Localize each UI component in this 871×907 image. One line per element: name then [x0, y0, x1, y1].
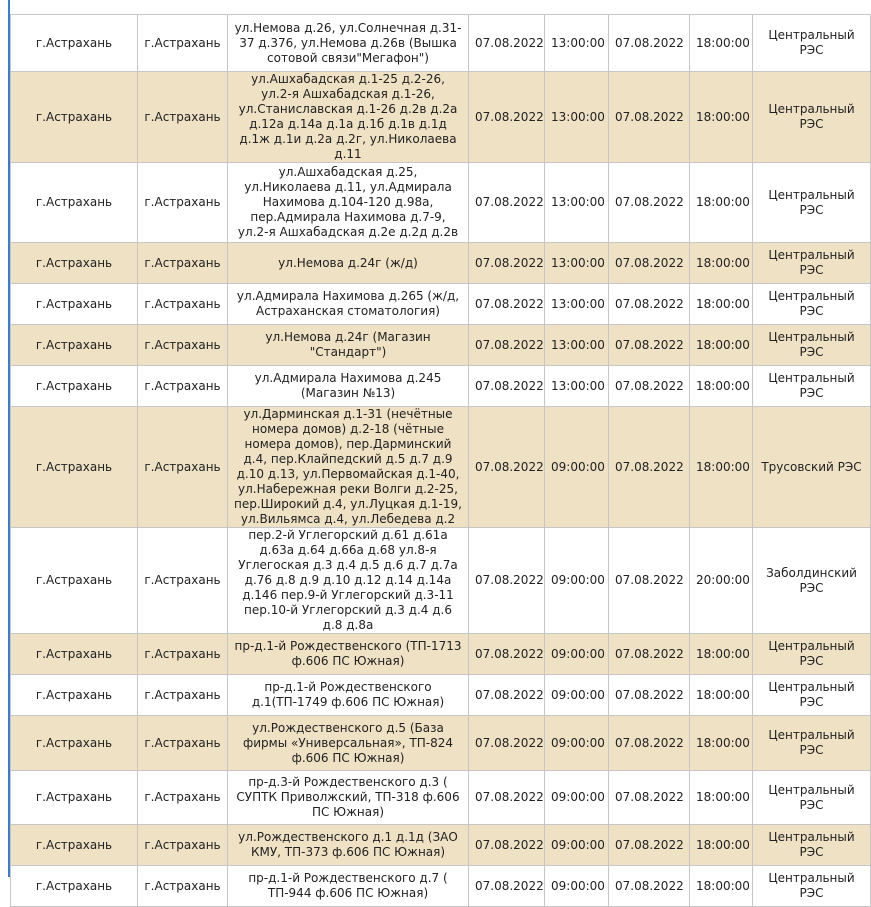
locality-cell: г.Астрахань: [138, 716, 228, 771]
start-date-cell: 07.08.2022: [469, 634, 545, 675]
table-row: [11, 825, 871, 866]
locality-cell: г.Астрахань: [138, 366, 228, 407]
end-time-cell: 18:00:00: [690, 72, 753, 163]
end-time-cell: 18:00:00: [690, 866, 753, 907]
start-time-cell: 13:00:00: [545, 72, 609, 163]
start-date-cell: 07.08.2022: [469, 366, 545, 407]
start-date-cell: 07.08.2022: [469, 866, 545, 907]
end-date-cell: 07.08.2022: [609, 675, 690, 716]
start-date-cell: 07.08.2022: [469, 716, 545, 771]
locality-cell: г.Астрахань: [138, 15, 228, 72]
address-cell: ул.Немова д.24г (ж/д): [228, 243, 469, 284]
address-cell: пер.2-й Углегорский д.61 д.61а д.63а д.64 д.66а д.68 ул.8-я Углегоская д.3 д.4 д.5 д.6 д.7 д.7а д.76 д.8 д.9 д.10 д.12 д.14 д.14а д.146 пер.9-й Углегорский д.3-11 пер.10-й Углегорский д.3 д.4 д.6 д.8 д.8а: [228, 528, 469, 634]
table-row: [11, 771, 871, 825]
res-cell: Центральный РЭС: [753, 163, 871, 243]
start-time-cell: 13:00:00: [545, 325, 609, 366]
start-date-cell: 07.08.2022: [469, 675, 545, 716]
table-row: [11, 675, 871, 716]
start-date-cell: 07.08.2022: [469, 407, 545, 528]
table-row: [11, 866, 871, 907]
end-date-cell: 07.08.2022: [609, 716, 690, 771]
city-cell: г.Астрахань: [11, 675, 138, 716]
end-time-cell: 18:00:00: [690, 825, 753, 866]
city-cell: г.Астрахань: [11, 366, 138, 407]
end-date-cell: 07.08.2022: [609, 866, 690, 907]
table-row: [11, 528, 871, 634]
outage-schedule-container: [8, 0, 862, 900]
table-row: [11, 325, 871, 366]
start-time-cell: 13:00:00: [545, 284, 609, 325]
locality-cell: г.Астрахань: [138, 825, 228, 866]
end-date-cell: 07.08.2022: [609, 634, 690, 675]
start-date-cell: 07.08.2022: [469, 825, 545, 866]
end-time-cell: 18:00:00: [690, 675, 753, 716]
res-cell: Центральный РЭС: [753, 366, 871, 407]
city-cell: г.Астрахань: [11, 866, 138, 907]
end-time-cell: 18:00:00: [690, 15, 753, 72]
address-cell: ул.Дарминская д.1-31 (нечётные номера домов) д.2-18 (чётные номера домов), пер.Дарминский д.4, пер.Клайпедский д.5 д.7 д.9 д.10 д.13, ул.Первомайская д.1-40, ул.Набережная реки Волги д.2-25, пер.Широкий д.4, ул.Луцкая д.1-19, ул.Вильямса д.4, ул.Лебедева д.2: [228, 407, 469, 528]
table-row: [11, 15, 871, 72]
address-cell: ул.Немова д.24г (Магазин "Стандарт"): [228, 325, 469, 366]
start-time-cell: 13:00:00: [545, 163, 609, 243]
res-cell: Центральный РЭС: [753, 825, 871, 866]
end-date-cell: 07.08.2022: [609, 366, 690, 407]
table-row: [11, 366, 871, 407]
locality-cell: г.Астрахань: [138, 634, 228, 675]
end-time-cell: 18:00:00: [690, 243, 753, 284]
res-cell: Центральный РЭС: [753, 675, 871, 716]
locality-cell: г.Астрахань: [138, 675, 228, 716]
start-time-cell: 13:00:00: [545, 243, 609, 284]
start-time-cell: 09:00:00: [545, 634, 609, 675]
address-cell: пр-д.1-й Рождественского д.1(ТП-1749 ф.606 ПС Южная): [228, 675, 469, 716]
city-cell: г.Астрахань: [11, 284, 138, 325]
end-date-cell: 07.08.2022: [609, 825, 690, 866]
start-date-cell: 07.08.2022: [469, 72, 545, 163]
res-cell: Центральный РЭС: [753, 771, 871, 825]
start-date-cell: 07.08.2022: [469, 325, 545, 366]
table-row: [11, 634, 871, 675]
end-date-cell: 07.08.2022: [609, 771, 690, 825]
end-time-cell: 18:00:00: [690, 716, 753, 771]
res-cell: Центральный РЭС: [753, 72, 871, 163]
end-time-cell: 18:00:00: [690, 284, 753, 325]
res-cell: Центральный РЭС: [753, 634, 871, 675]
start-time-cell: 09:00:00: [545, 407, 609, 528]
res-cell: Центральный РЭС: [753, 325, 871, 366]
city-cell: г.Астрахань: [11, 771, 138, 825]
end-time-cell: 18:00:00: [690, 634, 753, 675]
start-time-cell: 13:00:00: [545, 366, 609, 407]
locality-cell: г.Астрахань: [138, 771, 228, 825]
table-row: [11, 72, 871, 163]
end-date-cell: 07.08.2022: [609, 407, 690, 528]
start-date-cell: 07.08.2022: [469, 528, 545, 634]
start-time-cell: 09:00:00: [545, 866, 609, 907]
address-cell: ул.Немова д.26, ул.Солнечная д.31-37 д.376, ул.Немова д.26в (Вышка сотовой связи"Мегафон"): [228, 15, 469, 72]
outage-schedule-body: [11, 15, 871, 907]
start-time-cell: 09:00:00: [545, 716, 609, 771]
end-time-cell: 18:00:00: [690, 325, 753, 366]
end-time-cell: 18:00:00: [690, 366, 753, 407]
end-time-cell: 20:00:00: [690, 528, 753, 634]
start-time-cell: 09:00:00: [545, 771, 609, 825]
address-cell: ул.Рождественского д.5 (База фирмы «Универсальная», ТП-824 ф.606 ПС Южная): [228, 716, 469, 771]
res-cell: Центральный РЭС: [753, 716, 871, 771]
end-time-cell: 18:00:00: [690, 771, 753, 825]
res-cell: Трусовский РЭС: [753, 407, 871, 528]
end-date-cell: 07.08.2022: [609, 243, 690, 284]
city-cell: г.Астрахань: [11, 825, 138, 866]
start-date-cell: 07.08.2022: [469, 163, 545, 243]
city-cell: г.Астрахань: [11, 407, 138, 528]
city-cell: г.Астрахань: [11, 325, 138, 366]
end-time-cell: 18:00:00: [690, 163, 753, 243]
address-cell: ул.Адмирала Нахимова д.245 (Магазин №13): [228, 366, 469, 407]
locality-cell: г.Астрахань: [138, 163, 228, 243]
locality-cell: г.Астрахань: [138, 243, 228, 284]
locality-cell: г.Астрахань: [138, 325, 228, 366]
table-row: [11, 716, 871, 771]
address-cell: пр-д.1-й Рождественского (ТП-1713 ф.606 ПС Южная): [228, 634, 469, 675]
table-row: [11, 407, 871, 528]
start-date-cell: 07.08.2022: [469, 771, 545, 825]
address-cell: ул.Адмирала Нахимова д.265 (ж/д, Астраханская стоматология): [228, 284, 469, 325]
start-time-cell: 13:00:00: [545, 15, 609, 72]
res-cell: Центральный РЭС: [753, 243, 871, 284]
city-cell: г.Астрахань: [11, 716, 138, 771]
start-date-cell: 07.08.2022: [469, 284, 545, 325]
city-cell: г.Астрахань: [11, 243, 138, 284]
table-row: [11, 163, 871, 243]
address-cell: ул.Рождественского д.1 д.1д (ЗАО КМУ, ТП-373 ф.606 ПС Южная): [228, 825, 469, 866]
start-date-cell: 07.08.2022: [469, 15, 545, 72]
start-time-cell: 09:00:00: [545, 825, 609, 866]
end-date-cell: 07.08.2022: [609, 15, 690, 72]
end-time-cell: 18:00:00: [690, 407, 753, 528]
end-date-cell: 07.08.2022: [609, 163, 690, 243]
table-row: [11, 284, 871, 325]
res-cell: Заболдинский РЭС: [753, 528, 871, 634]
address-cell: ул.Ашхабадская д.1-25 д.2-26, ул.2-я Ашхабадская д.1-26, ул.Станиславская д.1-26 д.2в д.2а д.12а д.14а д.1а д.1б д.1в д.1д д.1ж д.1и д.2а д.2г, ул.Николаева д.11: [228, 72, 469, 163]
address-cell: пр-д.3-й Рождественского д.3 ( СУПТК Приволжский, ТП-318 ф.606 ПС Южная): [228, 771, 469, 825]
start-time-cell: 09:00:00: [545, 528, 609, 634]
locality-cell: г.Астрахань: [138, 866, 228, 907]
city-cell: г.Астрахань: [11, 528, 138, 634]
start-time-cell: 09:00:00: [545, 675, 609, 716]
end-date-cell: 07.08.2022: [609, 72, 690, 163]
address-cell: пр-д.1-й Рождественского д.7 ( ТП-944 ф.606 ПС Южная): [228, 866, 469, 907]
locality-cell: г.Астрахань: [138, 407, 228, 528]
outage-schedule-table: [10, 14, 871, 907]
locality-cell: г.Астрахань: [138, 72, 228, 163]
city-cell: г.Астрахань: [11, 15, 138, 72]
end-date-cell: 07.08.2022: [609, 325, 690, 366]
res-cell: Центральный РЭС: [753, 15, 871, 72]
end-date-cell: 07.08.2022: [609, 528, 690, 634]
end-date-cell: 07.08.2022: [609, 284, 690, 325]
locality-cell: г.Астрахань: [138, 528, 228, 634]
city-cell: г.Астрахань: [11, 634, 138, 675]
city-cell: г.Астрахань: [11, 163, 138, 243]
locality-cell: г.Астрахань: [138, 284, 228, 325]
address-cell: ул.Ашхабадская д.25, ул.Николаева д.11, ул.Адмирала Нахимова д.104-120 д.98а, пер.Адмирала Нахимова д.7-9, ул.2-я Ашхабадская д.2е д.2д д.2в: [228, 163, 469, 243]
table-row: [11, 243, 871, 284]
res-cell: Центральный РЭС: [753, 284, 871, 325]
start-date-cell: 07.08.2022: [469, 243, 545, 284]
res-cell: Центральный РЭС: [753, 866, 871, 907]
city-cell: г.Астрахань: [11, 72, 138, 163]
